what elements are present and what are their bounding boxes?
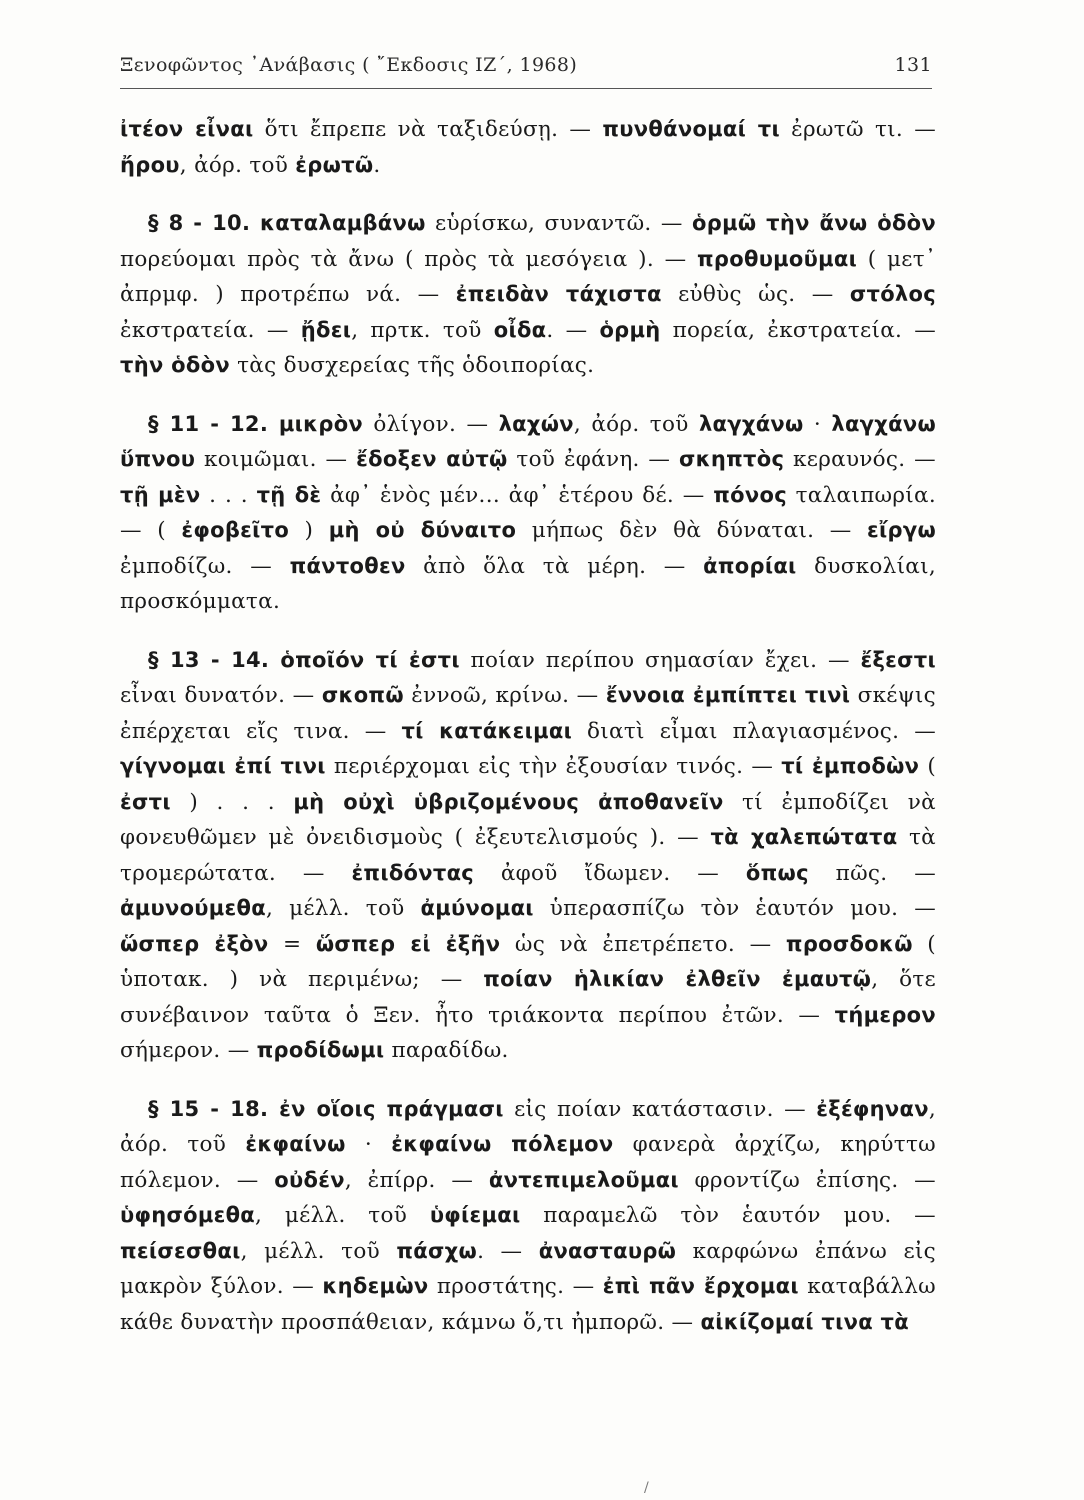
- gloss-text: τὰ τρομερώτατα. —: [120, 825, 936, 886]
- headword: ὑφίεμαι: [429, 1203, 521, 1227]
- gloss-text: παραμελῶ τὸν ἑαυτόν μου. —: [520, 1203, 936, 1228]
- gloss-text: .: [373, 152, 381, 178]
- headword: ἐπὶ πᾶν ἔρχομαι: [602, 1274, 799, 1298]
- gloss-text: , ἀόρ. τοῦ: [120, 1096, 936, 1157]
- headword: κηδεμὼν: [322, 1274, 429, 1298]
- headword: ὁποῖόν τί ἐστι: [280, 647, 460, 672]
- gloss-text: κοιμῶμαι. —: [195, 447, 357, 472]
- headword: μὴ οὐχὶ ὑβριζομένους ἀποθανεῖν: [293, 789, 724, 814]
- gloss-text: ὅτι ἔπρεπε νὰ ταξιδεύσῃ. —: [253, 117, 603, 142]
- page-number: 131: [894, 54, 932, 76]
- gloss-text: , ὅτε συνέβαινον ταῦτα ὁ Ξεν. ἦτο τριάκοντα περίπου ἐτῶν. —: [120, 967, 936, 1028]
- headword: ἐστι: [120, 789, 171, 814]
- headword: ἔννοια ἐμπίπτει τινὶ: [605, 683, 851, 707]
- headword: ὅπως: [745, 860, 809, 885]
- gloss-text: φανερὰ ἀρχίζω, κηρύττω πόλεμον. —: [120, 1132, 937, 1193]
- headword: λαχών: [498, 411, 574, 436]
- gloss-text: εἶναι δυνατόν. —: [120, 683, 322, 708]
- gloss-text: ὀλίγον. —: [363, 411, 499, 437]
- headword: τήμερον: [834, 1002, 936, 1027]
- paragraph: [120, 643, 936, 1069]
- gloss-text: ὑπερασπίζω τὸν ἑαυτόν μου. —: [533, 896, 937, 921]
- headword: πείσεσθαι: [120, 1238, 241, 1263]
- gloss-text: ποίαν περίπου σημασίαν ἔχει. —: [459, 647, 861, 673]
- headword: τὴν ὁδὸν: [120, 353, 230, 377]
- gloss-text: ὡς νὰ ἐπετρέπετο. —: [500, 931, 786, 957]
- headword: ἀμυνούμεθα: [120, 896, 266, 920]
- gloss-text: ): [289, 518, 329, 543]
- gloss-text: διατὶ εἶμαι πλαγιασμένος. —: [572, 718, 937, 744]
- gloss-text: τὰς δυσχερείας τῆς ὁδοιπορίας.: [229, 353, 595, 378]
- gloss-text: ἐκστρατεία. —: [120, 317, 301, 343]
- paragraph: [120, 112, 936, 183]
- headword: § 8 - 10.: [148, 211, 261, 235]
- gloss-text: ( μετ᾿ ἀπρμφ. ) προτρέπω νά. —: [120, 246, 936, 307]
- headword: λαγχάνω ὕπνου: [120, 411, 937, 471]
- headword: πάσχω: [396, 1238, 478, 1263]
- gloss-text: εὑρίσκω, συναντῶ. —: [425, 211, 693, 236]
- page-body: [120, 112, 936, 1363]
- gloss-text: περιέρχομαι εἰς τὴν ἐξουσίαν τινός. —: [325, 754, 782, 779]
- headword: προσδοκῶ: [785, 931, 913, 956]
- gloss-text: ἐρωτῶ τι. —: [779, 117, 936, 142]
- gloss-text: ( ὑποτακ. ) νὰ περιμένω; —: [120, 931, 936, 992]
- headword: εἴργω: [867, 518, 936, 542]
- gloss-text: τί ἐμποδίζει νὰ φονευθῶμεν μὲ ὀνειδισμοὺς ( ἐξευτελισμούς ). —: [120, 789, 936, 850]
- paragraph: [120, 407, 936, 620]
- gloss-text: εὐθὺς ὡς. —: [661, 282, 850, 307]
- header-rule: [120, 88, 932, 89]
- headword: μὴ οὐ δύναιτο: [328, 518, 517, 542]
- headword: μικρὸν: [278, 411, 364, 436]
- paragraph: [120, 206, 936, 384]
- headword: ἰτέον εἶναι: [120, 117, 254, 141]
- headword: λαγχάνω: [698, 411, 804, 436]
- headword: ὑφησόμεθα: [120, 1203, 256, 1227]
- headword: ἐκφαίνω πόλεμον: [391, 1132, 614, 1156]
- gloss-text: πῶς. —: [808, 860, 936, 886]
- headword: ἐρωτῶ: [295, 152, 374, 177]
- running-header: [120, 54, 932, 76]
- headword: ἐξέφηναν: [816, 1096, 929, 1121]
- headword: προδίδωμι: [256, 1038, 385, 1062]
- headword: τῇ δὲ: [256, 482, 322, 507]
- gloss-text: πορεία, ἐκστρατεία. —: [660, 317, 937, 343]
- headword: § 15 - 18.: [148, 1096, 280, 1121]
- headword: ἔξεστι: [860, 647, 936, 672]
- gloss-text: ἀπὸ ὅλα τὰ μέρη. —: [405, 553, 704, 579]
- gloss-text: , μέλλ. τοῦ: [255, 1203, 430, 1228]
- gloss-text: εἰς ποίαν κατάστασιν. —: [503, 1096, 817, 1122]
- gloss-text: καρφώνω ἐπάνω εἰς μακρὸν ξύλον. —: [120, 1238, 936, 1299]
- headword: ἐκφαίνω: [245, 1132, 346, 1156]
- gloss-text: . —: [477, 1238, 539, 1264]
- gloss-text: πορεύομαι πρὸς τὰ ἄνω ( πρὸς τὰ μεσόγεια ). —: [120, 246, 697, 272]
- headword: ὁρμῶ τὴν ἄνω ὁδὸν: [692, 211, 936, 235]
- headword: ὥσπερ εἰ ἐξῆν: [315, 931, 501, 956]
- gloss-text: . . .: [200, 482, 257, 508]
- headword: ἐπειδὰν τάχιστα: [455, 282, 662, 306]
- gloss-text: , μέλλ. τοῦ: [240, 1238, 397, 1264]
- gloss-text: , πρτκ. τοῦ: [351, 317, 494, 343]
- gloss-text: ἐμποδίζω. —: [120, 553, 290, 579]
- gloss-text: , ἀόρ. τοῦ: [573, 411, 699, 437]
- headword: ἀμύνομαι: [420, 896, 534, 920]
- gloss-text: τοῦ ἐφάνη. —: [507, 447, 680, 472]
- headword: σκοπῶ: [321, 683, 404, 707]
- gloss-text: ἐννοῶ, κρίνω. —: [403, 683, 606, 708]
- headword: πάντοθεν: [289, 553, 406, 578]
- gloss-text: καταβάλλω κάθε δυνατὴν προσπάθειαν, κάμνω ὅ,τι ἠμπορῶ. —: [120, 1274, 936, 1335]
- headword: ἀνασταυρῶ: [538, 1238, 677, 1263]
- headword: τῇ μὲν: [120, 482, 201, 507]
- headword: ἀπορίαι: [703, 553, 797, 578]
- headword: πυνθάνομαί τι: [602, 117, 780, 141]
- headword: οὐδέν: [274, 1167, 345, 1192]
- headword: ὥσπερ ἐξὸν: [120, 931, 269, 956]
- headword: ἐπιδόντας: [351, 860, 475, 885]
- headword: τί ἐμποδὼν: [781, 754, 920, 778]
- gloss-text: ταλαιπωρία. — (: [120, 482, 936, 543]
- gloss-text: ·: [345, 1132, 392, 1157]
- headword: ἤρου: [120, 152, 180, 177]
- headword: τὰ χαλεπώτατα: [710, 825, 898, 849]
- gloss-text: ) . . .: [170, 789, 294, 815]
- headword: ἀντεπιμελοῦμαι: [488, 1167, 679, 1192]
- gloss-text: , ἀόρ. τοῦ: [179, 152, 296, 178]
- headword: ὁρμὴ: [599, 317, 661, 342]
- gloss-text: ἀφοῦ ἴδωμεν. —: [474, 860, 746, 886]
- gloss-text: φροντίζω ἐπίσης. —: [678, 1167, 936, 1193]
- gloss-text: . —: [546, 317, 600, 343]
- gloss-text: κεραυνός. —: [784, 447, 936, 472]
- gloss-text: (: [919, 754, 937, 779]
- headword: προθυμοῦμαι: [697, 246, 858, 271]
- stray-mark: /: [644, 1480, 649, 1496]
- headword: τί κατάκειμαι: [401, 718, 573, 743]
- headword: γίγνομαι ἐπί τινι: [120, 754, 326, 778]
- gloss-text: =: [268, 931, 316, 957]
- gloss-text: μήπως δὲν θὰ δύναται. —: [516, 518, 868, 543]
- headword: ᾔδει: [300, 317, 352, 342]
- paragraph: [120, 1092, 936, 1341]
- gloss-text: σήμερον. —: [120, 1038, 257, 1063]
- headword: καταλαμβάνω: [260, 211, 426, 235]
- gloss-text: , ἐπίρρ. —: [344, 1167, 489, 1193]
- gloss-text: ἀφ᾿ ἑνὸς μέν... ἀφ᾿ ἑτέρου δέ. —: [321, 482, 714, 508]
- headword: ποίαν ἡλικίαν ἐλθεῖν ἐμαυτῷ: [483, 967, 872, 991]
- headword: ἐφοβεῖτο: [181, 518, 290, 542]
- headword: οἶδα: [493, 317, 547, 342]
- gloss-text: δυσκολίαι, προσκόμματα.: [120, 553, 936, 614]
- headword: § 11 - 12.: [148, 411, 279, 436]
- headword: ἔδοξεν αὐτῷ: [356, 447, 508, 471]
- headword: στόλος: [849, 282, 936, 306]
- headword: αἰκίζομαί τινα τὰ: [700, 1309, 909, 1334]
- gloss-text: παραδίδω.: [384, 1038, 509, 1063]
- headword: πόνος: [713, 482, 787, 507]
- headword: σκηπτὸς: [679, 447, 785, 471]
- gloss-text: ·: [803, 411, 832, 437]
- gloss-text: σκέψις ἐπέρχεται εἴς τινα. —: [120, 683, 936, 744]
- gloss-text: , μέλλ. τοῦ: [265, 896, 421, 921]
- gloss-text: προστάτης. —: [428, 1274, 603, 1299]
- headword: ἐν οἵοις πράγμασι: [279, 1096, 504, 1121]
- running-title: Ξενοφῶντος ᾿Ανάβασις ( ῎Εκδοσις ΙΖ΄, 1968): [120, 54, 578, 76]
- headword: § 13 - 14.: [148, 647, 281, 672]
